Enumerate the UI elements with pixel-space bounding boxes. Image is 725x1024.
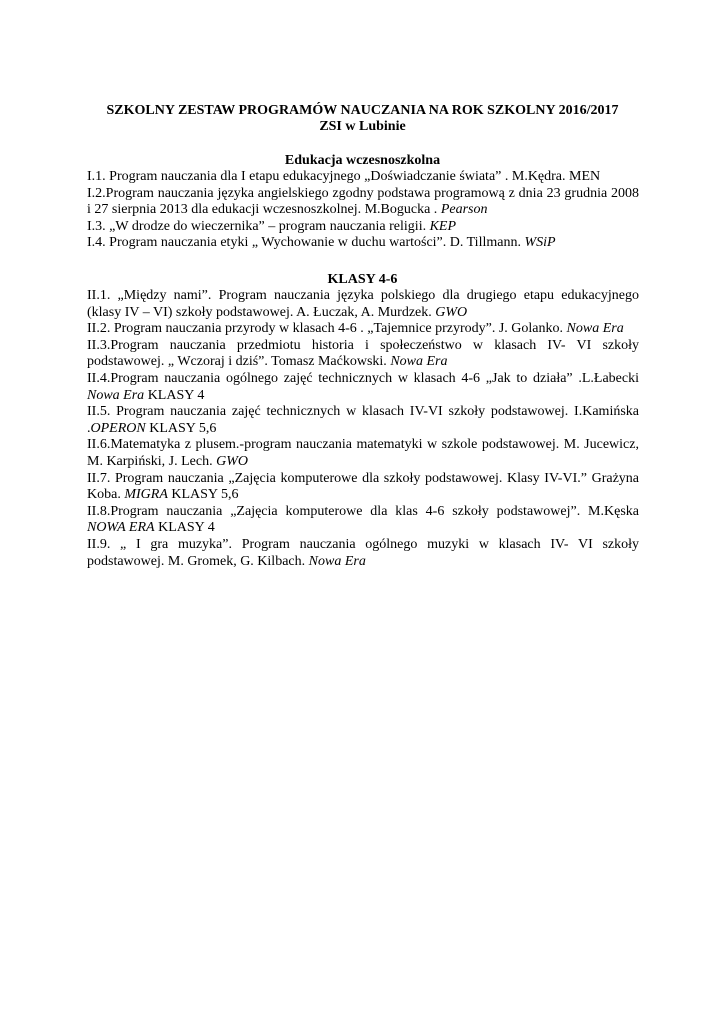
entry-publisher: GWO bbox=[216, 453, 248, 469]
entry-text: II.2. Program nauczania przyrody w klasach 4-6 . „Tajemnice przyrody”. J. Golanko. bbox=[87, 321, 567, 337]
entry-publisher: MIGRA bbox=[124, 487, 168, 503]
program-entry bbox=[87, 471, 639, 504]
program-entry bbox=[87, 288, 639, 321]
entry-text: II.1. „Między nami”. Program nauczania języka polskiego dla drugiego etapu edukacyjnego (klasy IV – VI) szkoły podstawowej. A. Łuczak, A. Murdzek. bbox=[87, 288, 639, 320]
entry-suffix: KLASY 4 bbox=[154, 520, 215, 536]
entry-publisher: Nowa Era bbox=[390, 354, 448, 370]
entry-publisher: Nowa Era bbox=[566, 321, 624, 337]
section-list-klasy-4-6 bbox=[87, 288, 639, 570]
section-title-klasy-4-6: KLASY 4-6 bbox=[327, 272, 398, 287]
entry-publisher: GWO bbox=[435, 304, 468, 320]
entry-text: I.2.Program nauczania języka angielskiego zgodny podstawa programową z dnia 23 grudnia 2008 i 27 sierpnia 2013 dla edukacji wczesnoszkolnej. M.Bogucka . bbox=[87, 185, 639, 218]
entry-text: II.8.Program nauczania „Zajęcia komputerowe dla klas 4-6 szkoły podstawowej”. M.Kęska bbox=[87, 503, 639, 519]
entry-publisher: Nowa Era bbox=[308, 553, 366, 569]
entry-suffix: KLASY 4 bbox=[144, 387, 205, 403]
entry-text: II.6.Matematyka z plusem.-program nauczania matematyki w szkole podstawowej. M. Jucewicz, M. Karpiński, J. Lech. bbox=[87, 437, 639, 469]
entry-publisher: Pearson bbox=[440, 202, 488, 218]
entry-text: I.1. Program nauczania dla I etapu edukacyjnego „Doświadczanie świata” . M.Kędra. MEN bbox=[87, 169, 601, 184]
program-entry bbox=[87, 437, 639, 470]
entry-text: I.3. „W drodze do wieczernika” – program nauczania religii. bbox=[87, 218, 430, 234]
program-entry bbox=[87, 404, 639, 437]
program-entry bbox=[87, 186, 639, 219]
school-name: ZSI w Lubinie bbox=[319, 119, 406, 134]
entry-text: II.7. Program nauczania „Zajęcia komputerowe dla szkoły podstawowej. Klasy IV-VI.” Grażyna Koba. bbox=[87, 470, 639, 503]
document-title: SZKOLNY ZESTAW PROGRAMÓW NAUCZANIA NA ROK SZKOLNY 2016/2017 bbox=[106, 103, 619, 118]
program-entry bbox=[87, 371, 639, 404]
program-entry bbox=[87, 537, 639, 570]
entry-publisher: OPERON bbox=[90, 420, 146, 436]
program-entry bbox=[87, 219, 639, 236]
entry-publisher: WSiP bbox=[524, 235, 556, 251]
entry-suffix: KLASY 5,6 bbox=[167, 487, 239, 503]
entry-text: II.3.Program nauczania przedmiotu historia i społeczeństwo w klasach IV- VI szkoły podstawowej. „ Wczoraj i dziś”. Tomasz Maćkowski. bbox=[87, 337, 639, 370]
entry-suffix: KLASY 5,6 bbox=[145, 420, 217, 436]
document-header bbox=[0, 103, 725, 135]
entry-publisher: KEP bbox=[429, 218, 457, 234]
entry-text: II.9. „ I gra muzyka”. Program nauczania ogólnego muzyki w klasach IV- VI szkoły podstawowej. M. Gromek, G. Kilbach. bbox=[87, 536, 639, 569]
entry-text: II.4.Program nauczania ogólnego zajęć technicznych w klasach 4-6 „Jak to działa” .L.Łabecki bbox=[87, 370, 639, 386]
program-entry bbox=[87, 169, 639, 186]
entry-publisher: Nowa Era bbox=[87, 387, 145, 403]
program-entry bbox=[87, 235, 639, 252]
section-list-edukacja-wczesnoszkolna bbox=[87, 169, 639, 252]
program-entry bbox=[87, 338, 639, 371]
entry-text: I.4. Program nauczania etyki „ Wychowanie w duchu wartości”. D. Tillmann. bbox=[87, 235, 525, 251]
entry-publisher: NOWA ERA bbox=[87, 520, 155, 536]
section-title-edukacja-wczesnoszkolna: Edukacja wczesnoszkolna bbox=[284, 153, 441, 168]
program-entry bbox=[87, 321, 639, 338]
program-entry bbox=[87, 504, 639, 537]
entry-text: II.5. Program nauczania zajęć technicznych w klasach IV-VI szkoły podstawowej. I.Kamińska . bbox=[87, 404, 639, 436]
